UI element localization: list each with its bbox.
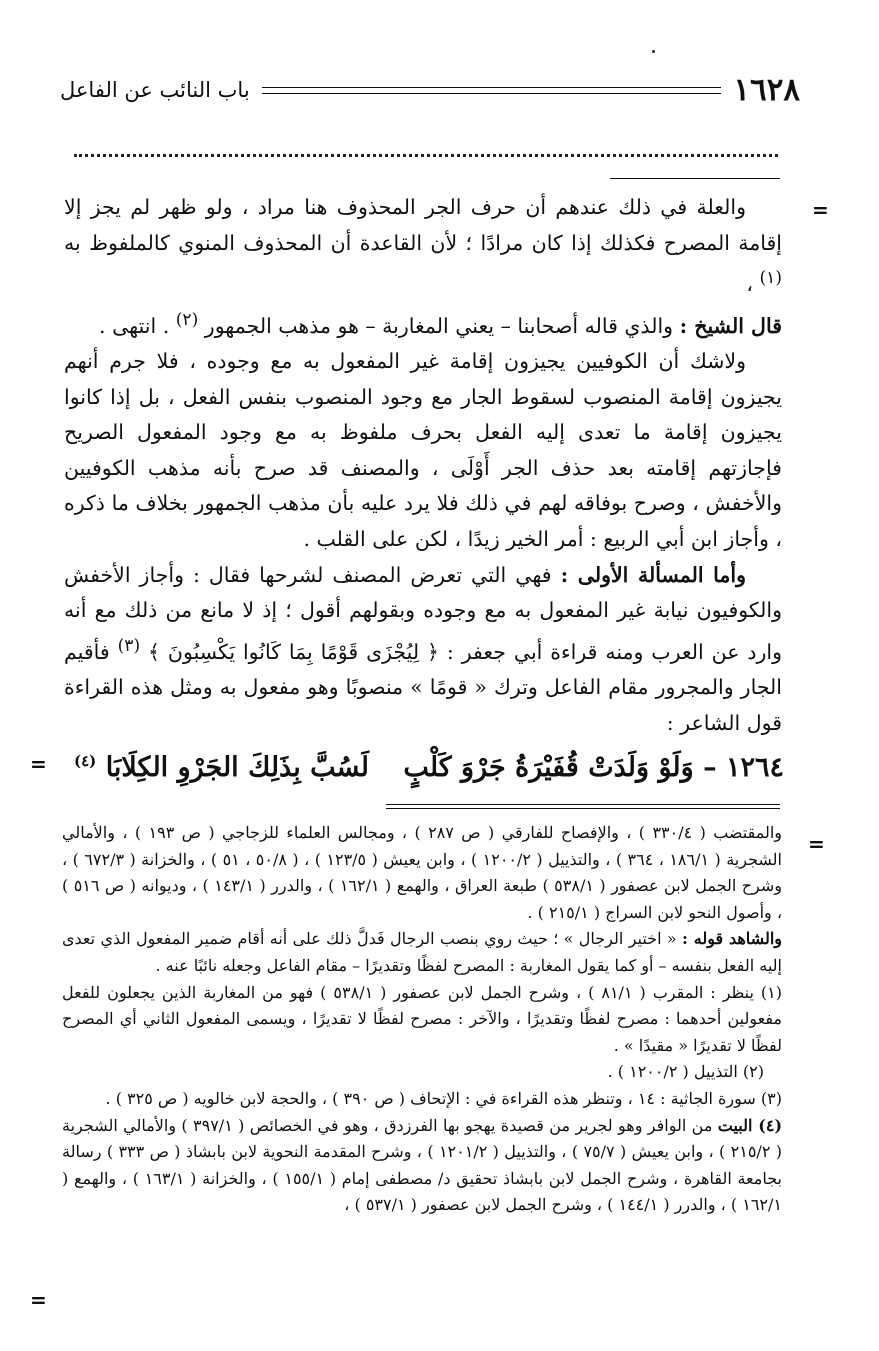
footnotes <box>62 820 782 1219</box>
paragraph-1-text: والعلة في ذلك عندهم أن حرف الجر المحذوف هنا مراد ، ولو ظهر لم يجز إلا إقامة المصرح فكذلك إذا كان مرادًا ؛ لأن القاعدة أن المحذوف المنوي كالملفوظ به <box>64 195 782 255</box>
shahid-label: والشاهد قوله : <box>682 929 782 949</box>
verse-first-hemistich <box>403 752 784 783</box>
footnote-shahid <box>62 926 782 979</box>
footnote-ref-3: (٣) <box>117 635 141 656</box>
footnote-3: (٣) سورة الجاثية : ١٤ ، وتنظر هذه القراءة في : الإتحاف ( ص ٣٩٠ ) ، والحجة لابن خالويه ( ص ٣٢٥ ) . <box>105 1088 782 1108</box>
paragraph-4 <box>64 558 782 742</box>
paragraph-2 <box>64 303 782 344</box>
footnote-continued: والمقتضب ( ٣٣٠/٤ ) ، والإفصاح للفارقي ( ص ٢٨٧ ) ، ومجالس العلماء للزجاجي ( ص ١٩٣ ) ، والأمالي الشجرية ( ١٨٦/١ ، ٣٦٤ ) ، والتذييل ( ١٢٠٠/٢ ) ، وابن يعيش ( ١٢٣/٥ ) ، ( ٥٠/٨ ، ٥١ ) ، والخزانة ( ٦٧٢/٣ ) ، وشرح الجمل لابن عصفور ( ٥٣٨/١ ) طبعة العراق ، والهمع ( ١٦٢/١ ) ، والدرر ( ١٤٣/١ ) ، وديوانه ( ص ٥١٦ ) ، وأصول النحو لابن السراج ( ٢١٥/١ ) . <box>62 823 783 922</box>
footnote-4-text: من الوافر وهو لجرير من قصيدة يهجو بها الفرزدق ، وهو في الخصائص ( ٣٩٧/١ ) والأمالي الشجرية ( ٢١٥/٢ ) ، وابن يعيش ( ٧٥/٧ ) ، والتذييل ( ١٢٠١/٢ ) ، وشرح المقدمة النحوية لابن بابشاذ ( ص ٣٣٣ ) رسالة بجامعة القاهرة ، وشرح الجمل لابن بابشاذ تحقيق د/ مصطفى إمام ( ١٥٥/١ ) ، والخزانة ( ١٦٣/١ ) ، والهمع ( ١٦٢/١ ) ، والدرر ( ١٤٤/١ ) ، وشرح الجمل لابن عصفور ( ٥٣٧/١ ) ، <box>62 1115 783 1215</box>
top-rule <box>610 178 780 179</box>
chapter-title: باب النائب عن الفاعل <box>60 78 250 102</box>
footnote-ref-1: (١) <box>759 268 782 289</box>
paragraph-4-text: فهي التي تعرض المصنف لشرحها فقال : وأجاز الأخفش والكوفيون نيابة غير المفعول به مع وجوده وبقولهم أقول ؛ إذ لا مانع من ذلك مع أنه وارد عن العرب ومنه قراءة أبي جعفر : ﴿ لِيُجْزَى قَوْمًا بِمَا كَانُوا يَكْسِبُونَ ﴾ <box>64 562 782 664</box>
footnote-ref-2: (٢) <box>175 309 199 330</box>
footnote-ref-4: (٤) <box>74 752 97 770</box>
page-header <box>60 66 800 114</box>
ink-dot <box>652 50 655 53</box>
verse-number: ١٢٦٤ – <box>703 752 784 783</box>
footnote-4 <box>62 1113 782 1219</box>
page-number: ١٦٢٨ <box>733 72 800 108</box>
verse-second-hemistich <box>74 752 369 783</box>
paragraph-4-end: فأقيم الجار والمجرور مقام الفاعل وترك « قومًا » منصوبًا وهو مفعول به ومثل هذه القراءة قول الشاعر : <box>64 639 782 735</box>
paragraph-2-text: والذي قاله أصحابنا – يعني المغاربة – هو مذهب الجمهور <box>198 313 680 338</box>
shaykh-label: قال الشيخ : <box>679 313 782 338</box>
continuation-mark-bottom: = <box>30 1288 47 1312</box>
footnote-4-label: (٤) البيت <box>717 1115 783 1135</box>
footnote-separator <box>386 804 780 809</box>
footnote-1: (١) ينظر : المقرب ( ٨١/١ ) ، وشرح الجمل لابن عصفور ( ٥٣٨/١ ) فهو من المغاربة الذين يجعلون للفعل مفعولين أحدهما : مصرح لفظًا وتقديرًا ، والآخر : مصرح لفظًا لا تقديرًا ، ويسمى المفعول الثاني أي المصرح لفظًا لا تقديرًا « مقيدًا » . <box>62 982 783 1055</box>
footnote-2: (٢) التذييل ( ١٢٠٠/٢ ) . <box>607 1062 764 1082</box>
verse-hemistich-2-text: لَسُبَّ بِذَلِكَ الجَرْوِ الكِلَابَا <box>105 752 369 783</box>
header-rule <box>262 87 722 94</box>
paragraph-3: ولاشك أن الكوفيين يجيزون إقامة غير المفعول به مع وجوده ، فلا جرم أنهم يجيزون إقامة المنصوب لسقوط الجار مع وجود المنصوب بنفس الفعل ، بل إذا كانوا يجيزون إقامة ما تعدى إليه الفعل بحرف ملفوظ به مع وجود المفعول الصريح فإجازتهم إقامته بعد حذف الجر أَوْلَى ، والمصنف قد صرح بأنه مذهب الكوفيين والأخفش ، وصرح بوفاقه لهم في ذلك فلا يرد عليه بأن مذهب الجمهور بخلاف ما ذكره ، وأجاز ابن أبي الربيع : أمر الخير زيدًا ، لكن على القلب . <box>64 349 782 551</box>
dotted-separator <box>74 154 778 157</box>
continuation-mark-footnotes: = <box>808 832 825 856</box>
footnote-shahid-text: « اختير الرجال » ؛ حيث روي بنصب الرجال فَدلَّ ذلك على أنه أقام ضمير المفعول الذي تعدى إليه الفعل بنفسه – أو كما يقول المغاربة : المصرح لفظًا وتقديرًا – مقام الفاعل وجعله نائبًا عنه . <box>62 929 782 975</box>
poetry-verse <box>66 752 784 792</box>
continuation-mark-verse: = <box>30 752 47 776</box>
paragraph-1-end: ، <box>746 272 760 297</box>
paragraph-2-end: . انتهى . <box>99 313 176 338</box>
continuation-mark-top: = <box>812 198 829 222</box>
verse-hemistich-1-text: وَلَوْ وَلَدَتْ قُفَيْرَةُ جَرْوَ كَلْبٍ <box>403 752 694 783</box>
main-text <box>64 190 782 741</box>
first-issue-label: وأما المسألة الأولى : <box>560 562 746 587</box>
paragraph-1 <box>64 190 782 303</box>
